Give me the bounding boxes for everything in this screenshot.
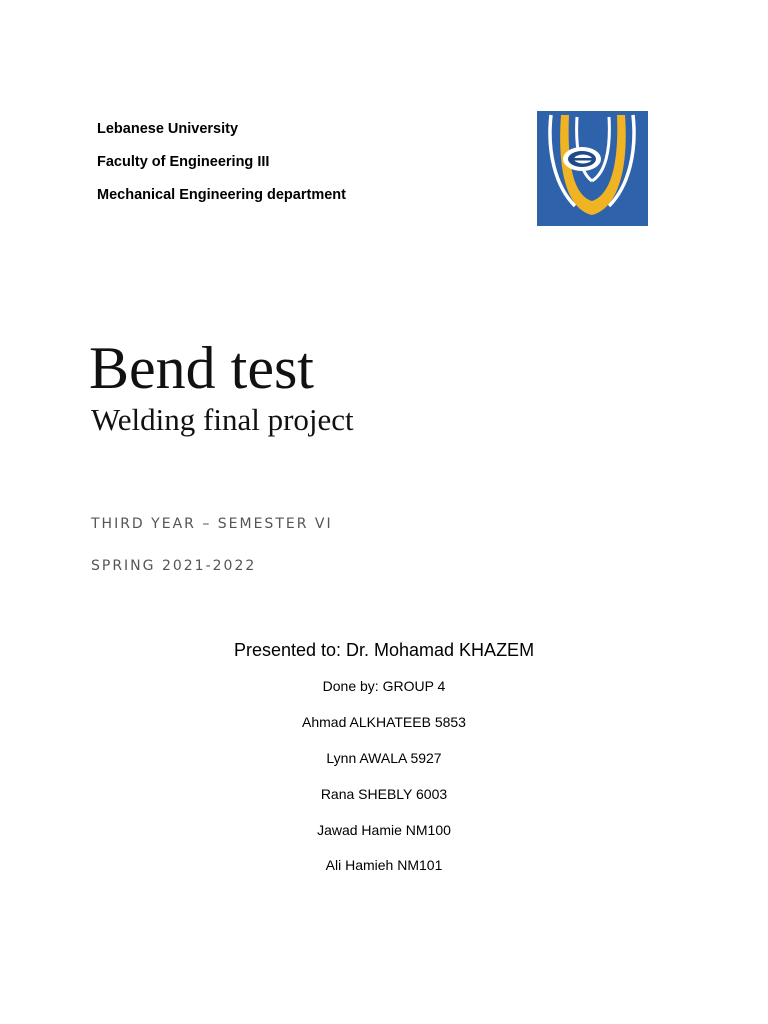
member-name: Ali Hamieh NM101 bbox=[325, 857, 443, 873]
academic-year: THIRD YEAR – SEMESTER VI bbox=[91, 516, 333, 532]
university-name: Lebanese University bbox=[97, 121, 239, 137]
member-name: Rana SHEBLY 6003 bbox=[320, 786, 448, 802]
document-subtitle: Welding final project bbox=[91, 402, 354, 437]
academic-season: SPRING 2021-2022 bbox=[91, 558, 257, 574]
document-title: Bend test bbox=[89, 335, 314, 401]
faculty-name: Faculty of Engineering III bbox=[97, 154, 270, 170]
member-name: Lynn AWALA 5927 bbox=[326, 750, 442, 766]
university-emblem-icon bbox=[537, 111, 648, 226]
member-name: Ahmad ALKHATEEB 5853 bbox=[302, 714, 466, 730]
department-name: Mechanical Engineering department bbox=[97, 187, 346, 203]
member-name: Jawad Hamie NM100 bbox=[317, 822, 451, 838]
institution-header bbox=[97, 113, 346, 212]
done-by: Done by: GROUP 4 bbox=[322, 678, 446, 694]
presented-to: Presented to: Dr. Mohamad KHAZEM bbox=[233, 640, 535, 660]
